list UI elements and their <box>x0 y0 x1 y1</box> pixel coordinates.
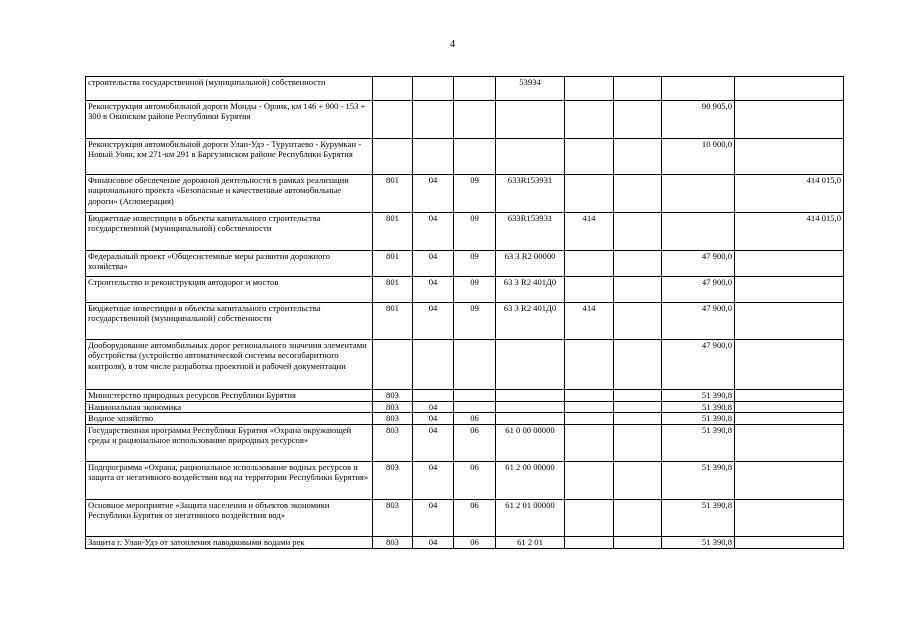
row-section-cell: 04 <box>413 251 454 277</box>
row-sum-3-cell: 414 015,0 <box>735 213 844 251</box>
row-target-article-cell <box>496 402 565 413</box>
row-target-article-cell <box>496 390 565 402</box>
row-sum-2-cell: 51 390,8 <box>662 413 735 424</box>
row-section-cell: 04 <box>413 277 454 303</box>
row-name-cell: Защита г. Улан-Удэ от затопления паводковыми водами рек <box>86 536 373 548</box>
row-subsection-cell <box>454 340 496 390</box>
row-target-article-cell <box>496 101 565 139</box>
table-row <box>86 213 844 251</box>
row-subsection-cell <box>454 402 496 413</box>
row-name-cell: Строительство и реконструкция автодорог и мостов <box>86 277 373 303</box>
row-subsection-cell <box>454 101 496 139</box>
row-sum-2-cell: 51 390,8 <box>662 390 735 402</box>
row-sum-1-cell <box>614 175 662 213</box>
row-sum-2-cell: 51 390,8 <box>662 461 735 499</box>
row-expense-type-cell <box>565 402 614 413</box>
row-subsection-cell: 09 <box>454 175 496 213</box>
row-section-cell <box>413 101 454 139</box>
row-ved-cell: 803 <box>373 390 413 402</box>
row-section-cell: 04 <box>413 536 454 548</box>
row-sum-1-cell <box>614 77 662 101</box>
table-row <box>86 101 844 139</box>
row-expense-type-cell <box>565 499 614 536</box>
row-name-cell: Дооборудование автомобильных дорог регионального значения элементами обустройства (устройство автоматической системы весогабаритного контроля), в том числе разработка проектной и рабочей документации <box>86 340 373 390</box>
row-sum-2-cell: 51 390,8 <box>662 536 735 548</box>
row-subsection-cell: 06 <box>454 413 496 424</box>
row-sum-3-cell <box>735 461 844 499</box>
row-subsection-cell: 06 <box>454 499 496 536</box>
row-sum-1-cell <box>614 402 662 413</box>
row-ved-cell <box>373 139 413 175</box>
row-sum-1-cell <box>614 101 662 139</box>
row-sum-1-cell <box>614 213 662 251</box>
row-target-article-cell <box>496 340 565 390</box>
table-row <box>86 424 844 461</box>
row-subsection-cell <box>454 77 496 101</box>
table-row <box>86 413 844 424</box>
table-row <box>86 402 844 413</box>
row-expense-type-cell <box>565 413 614 424</box>
row-ved-cell <box>373 77 413 101</box>
row-ved-cell: 801 <box>373 277 413 303</box>
row-ved-cell <box>373 101 413 139</box>
row-expense-type-cell <box>565 277 614 303</box>
row-sum-3-cell <box>735 390 844 402</box>
row-name-cell: Реконструкция автомобильной дороги Улан-Удэ - Турунтаево - Курумкан - Новый Уоян, км 271-км 291 в Баргузинском районе Республики Бурятия <box>86 139 373 175</box>
row-target-article-cell: 63 3 R2 401Д0 <box>496 277 565 303</box>
row-sum-2-cell <box>662 175 735 213</box>
row-expense-type-cell <box>565 390 614 402</box>
row-sum-2-cell: 51 390,8 <box>662 499 735 536</box>
row-target-article-cell: 633R153931 <box>496 213 565 251</box>
row-expense-type-cell: 414 <box>565 213 614 251</box>
row-sum-1-cell <box>614 413 662 424</box>
row-name-cell: Бюджетные инвестиции в объекты капитального строительства государственной (муниципальной) собственности <box>86 303 373 340</box>
row-target-article-cell: 61 2 00 00000 <box>496 461 565 499</box>
budget-table <box>85 76 844 549</box>
row-sum-1-cell <box>614 303 662 340</box>
row-target-article-cell <box>496 413 565 424</box>
row-section-cell <box>413 77 454 101</box>
row-target-article-cell: 61 2 01 00000 <box>496 499 565 536</box>
row-sum-2-cell: 51 390,8 <box>662 402 735 413</box>
row-sum-2-cell <box>662 213 735 251</box>
row-name-cell: Национальная экономика <box>86 402 373 413</box>
row-sum-1-cell <box>614 499 662 536</box>
row-ved-cell: 803 <box>373 413 413 424</box>
row-sum-1-cell <box>614 461 662 499</box>
row-sum-1-cell <box>614 536 662 548</box>
row-sum-2-cell: 47 900,0 <box>662 251 735 277</box>
row-subsection-cell: 09 <box>454 303 496 340</box>
row-expense-type-cell <box>565 461 614 499</box>
row-expense-type-cell <box>565 536 614 548</box>
table-row <box>86 390 844 402</box>
row-sum-2-cell: 47 900,0 <box>662 277 735 303</box>
row-ved-cell: 801 <box>373 213 413 251</box>
row-sum-1-cell <box>614 277 662 303</box>
row-name-cell: Бюджетные инвестиции в объекты капитального строительства государственной (муниципальной) собственности <box>86 213 373 251</box>
row-sum-3-cell <box>735 424 844 461</box>
page-number: 4 <box>449 38 456 50</box>
row-section-cell <box>413 390 454 402</box>
row-subsection-cell: 06 <box>454 536 496 548</box>
row-expense-type-cell <box>565 77 614 101</box>
row-expense-type-cell: 414 <box>565 303 614 340</box>
row-target-article-cell: 633R153931 <box>496 175 565 213</box>
row-target-article-cell: 53934 <box>496 77 565 101</box>
row-sum-1-cell <box>614 139 662 175</box>
row-expense-type-cell <box>565 101 614 139</box>
row-sum-3-cell <box>735 402 844 413</box>
row-ved-cell: 801 <box>373 175 413 213</box>
row-ved-cell: 803 <box>373 461 413 499</box>
row-sum-3-cell <box>735 101 844 139</box>
table-row <box>86 303 844 340</box>
row-expense-type-cell <box>565 251 614 277</box>
row-sum-3-cell <box>735 303 844 340</box>
row-name-cell: Федеральный проект «Общесистемные меры развития дорожного хозяйства» <box>86 251 373 277</box>
row-section-cell: 04 <box>413 213 454 251</box>
row-ved-cell: 801 <box>373 303 413 340</box>
table-row <box>86 499 844 536</box>
row-sum-3-cell <box>735 499 844 536</box>
row-sum-2-cell: 10 000,0 <box>662 139 735 175</box>
row-name-cell: Финансовое обеспечение дорожной деятельности в рамках реализации национального проекта «Безопасные и качественные автомобильные дороги» (Агломерация) <box>86 175 373 213</box>
row-name-cell: Подпрограмма «Охрана, рациональное использование водных ресурсов и защита от негативного воздействия вод на территории Республики Бурятия» <box>86 461 373 499</box>
row-sum-1-cell <box>614 340 662 390</box>
row-target-article-cell: 61 2 01 <box>496 536 565 548</box>
row-name-cell: Основное мероприятие «Защита населения и объектов экономики Республики Бурятия от негативного воздействия вод» <box>86 499 373 536</box>
row-subsection-cell: 06 <box>454 461 496 499</box>
row-expense-type-cell <box>565 139 614 175</box>
row-subsection-cell: 09 <box>454 213 496 251</box>
table-row <box>86 251 844 277</box>
row-subsection-cell: 09 <box>454 251 496 277</box>
row-section-cell <box>413 340 454 390</box>
row-target-article-cell: 61 0 00 00000 <box>496 424 565 461</box>
row-section-cell: 04 <box>413 461 454 499</box>
row-ved-cell: 801 <box>373 251 413 277</box>
row-target-article-cell: 63 3 R2 401Д0 <box>496 303 565 340</box>
row-expense-type-cell <box>565 340 614 390</box>
row-section-cell: 04 <box>413 175 454 213</box>
row-name-cell: строительства государственной (муниципальной) собственности <box>86 77 373 101</box>
row-sum-3-cell <box>735 77 844 101</box>
row-sum-3-cell <box>735 251 844 277</box>
row-sum-1-cell <box>614 251 662 277</box>
row-section-cell: 04 <box>413 303 454 340</box>
row-ved-cell: 803 <box>373 402 413 413</box>
row-ved-cell <box>373 340 413 390</box>
row-sum-3-cell <box>735 413 844 424</box>
row-subsection-cell: 06 <box>454 424 496 461</box>
row-sum-2-cell: 47 900,0 <box>662 303 735 340</box>
row-sum-3-cell <box>735 277 844 303</box>
row-expense-type-cell <box>565 175 614 213</box>
row-sum-1-cell <box>614 390 662 402</box>
row-ved-cell: 803 <box>373 424 413 461</box>
row-sum-2-cell <box>662 77 735 101</box>
row-section-cell: 04 <box>413 499 454 536</box>
row-sum-3-cell <box>735 139 844 175</box>
row-sum-3-cell <box>735 536 844 548</box>
table-row <box>86 77 844 101</box>
row-subsection-cell <box>454 390 496 402</box>
row-sum-3-cell: 414 015,0 <box>735 175 844 213</box>
row-section-cell: 04 <box>413 402 454 413</box>
table-row <box>86 536 844 548</box>
row-section-cell <box>413 139 454 175</box>
table-row <box>86 277 844 303</box>
table-row <box>86 461 844 499</box>
row-sum-2-cell: 51 390,8 <box>662 424 735 461</box>
row-name-cell: Государственная программа Республики Бурятия «Охрана окружающей среды и рациональное использование природных ресурсов» <box>86 424 373 461</box>
row-sum-3-cell <box>735 340 844 390</box>
row-name-cell: Водное хозяйство <box>86 413 373 424</box>
row-section-cell: 04 <box>413 413 454 424</box>
row-ved-cell: 803 <box>373 499 413 536</box>
row-section-cell: 04 <box>413 424 454 461</box>
table-row <box>86 139 844 175</box>
row-name-cell: Реконструкция автомобильной дороги Монды - Орлик, км 146 + 900 - 153 + 300 в Окинском районе Республики Бурятия <box>86 101 373 139</box>
row-sum-1-cell <box>614 424 662 461</box>
row-subsection-cell <box>454 139 496 175</box>
row-ved-cell: 803 <box>373 536 413 548</box>
table-body <box>86 77 844 549</box>
row-sum-2-cell: 47 900,0 <box>662 340 735 390</box>
row-name-cell: Министерство природных ресурсов Республики Бурятия <box>86 390 373 402</box>
row-expense-type-cell <box>565 424 614 461</box>
row-target-article-cell <box>496 139 565 175</box>
row-sum-2-cell: 90 905,0 <box>662 101 735 139</box>
table-row <box>86 340 844 390</box>
row-target-article-cell: 63 3 R2 00000 <box>496 251 565 277</box>
table-row <box>86 175 844 213</box>
row-subsection-cell: 09 <box>454 277 496 303</box>
